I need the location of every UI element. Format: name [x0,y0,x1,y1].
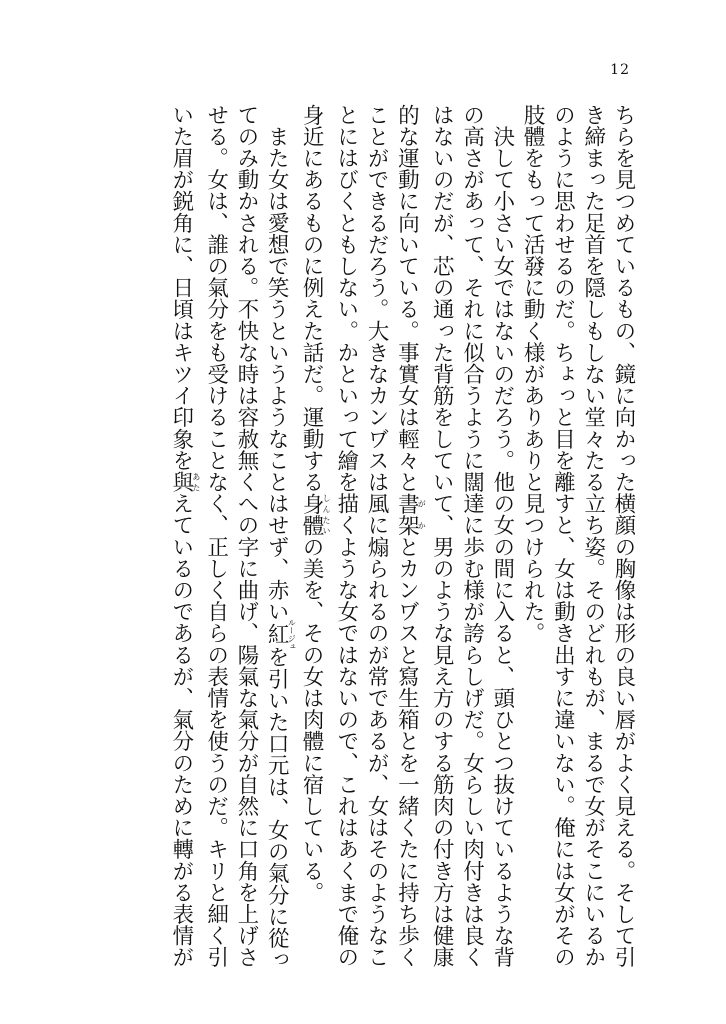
page-number: 12 [610,62,630,78]
text-line: のように思わせるのだ。ちょっと目を離すと、女は動き出すに違いない。俺には女がその [550,104,576,968]
text-line: ことができるだろう。大きなカンヷスは風に煽られるのが常であるが、女はそのようなこ [364,104,390,968]
text-segment: 的な運動に向いている。事實女は輕々と [394,104,420,493]
text-segment: また女は愛想で笑うというようなことはせず、赤い [264,104,290,623]
text-segment: の美を、その女は肉體に宿している。 [299,536,325,904]
text-line-with-ruby [166,104,201,969]
text-line-with-ruby [391,104,427,969]
ruby-reading: あた [191,471,201,493]
text-line: とにはびくともしない。かといって繪を描くような女ではないので、これはあくまで俺の [333,104,359,968]
text-line-with-ruby [296,104,331,964]
ruby-base: 紅 [264,618,290,651]
ruby-base: 與 [168,471,194,493]
ruby-reading: ルージュ [287,618,297,651]
ruby-annotation [299,492,332,537]
ruby-reading: がか [417,492,427,537]
body-text [78,104,638,971]
text-line-with-ruby [261,104,297,971]
text-segment: とカンヷスと寫生箱とを一緒くたに持ち歩く [394,536,420,969]
ruby-reading: しんたい [322,492,332,536]
ruby-base: 身體 [299,492,325,537]
ruby-annotation [168,471,201,493]
ruby-annotation [264,618,297,651]
text-segment: を引いた口元は、女の氣分に從っ [264,646,290,971]
text-line: ちらを見つめているもの、鏡に向かった横顔の胸像は形の良い唇がよく見える。そして引 [611,104,636,968]
text-line: せる。女は、誰の氣分をも受けることなく、正しく自らの表情を使うのだ。キリと細く引 [203,104,229,968]
text-line: き締まった足首を隠しもしない堂々たる立ち姿。そのどれもが、まるで女がそこにいるか [580,104,606,968]
text-segment: いた眉が鋭角に、日頃はキツイ印象を [168,104,194,472]
text-line: の高さがあって、それに似合うように闊達に歩む様が誇らしげだ。女らしい肉付きは良く [459,104,485,968]
text-line: はないのだが、芯の通った背筋をしていて、男のような見え方のする筋肉の付き方は健康 [429,104,455,968]
text-segment: 身近にあるものに例えた話だ。運動する [299,104,325,493]
ruby-base: 書架 [394,492,420,537]
text-segment: えているのであるが、氣分のために轉がる表情が [168,492,194,969]
text-line: てのみ動かされる。不快な時は容赦無くへの字に曲げ、陽氣な氣分が自然に口角を上げさ [233,104,259,968]
ruby-annotation [394,492,427,537]
text-line: 肢體をもって活發に動く様がありありと見つけられた。 [520,104,546,644]
text-line: 決して小さい女ではないのだろう。他の女の間に入ると、頭ひとつ抜けているような背 [489,104,515,968]
